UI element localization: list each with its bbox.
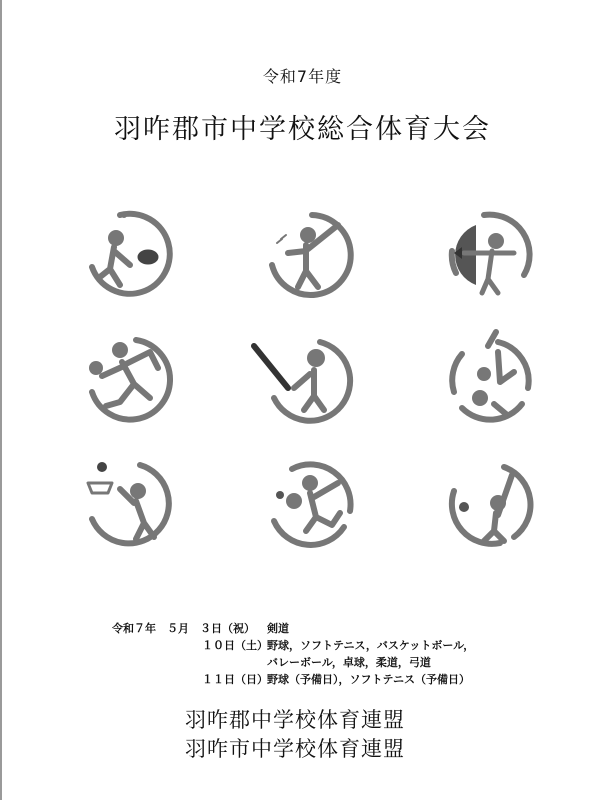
schedule [112, 620, 572, 688]
runner-icon [89, 340, 170, 420]
schedule-events: バレーボール，卓球，柔道，弓道 [267, 656, 431, 669]
volleyball-icon [274, 464, 351, 544]
sport-pictograms [0, 195, 605, 565]
basketball-icon [88, 462, 169, 543]
archery-icon [452, 215, 530, 293]
kendo-icon [254, 342, 350, 421]
schedule-row [112, 654, 572, 671]
schedule-date: 令和７年 ５月 ３日（祝） [112, 622, 255, 635]
schedule-date: １０日（土） [202, 639, 268, 652]
schedule-events: 剣道 [267, 622, 289, 635]
page-title: 羽咋郡市中学校総合体育大会 [114, 114, 491, 145]
schedule-row [112, 637, 572, 654]
table-tennis-icon [272, 215, 351, 295]
organizer-name: 羽咋市中学校体育連盟 [185, 737, 405, 761]
schedule-events: 野球，ソフトテニス，バスケットボール， [267, 639, 475, 652]
tennis-icon [92, 212, 170, 294]
schedule-row [112, 671, 572, 688]
baseball-icon [452, 467, 531, 544]
schedule-events: 野球（予備日），ソフトテニス（予備日） [267, 673, 471, 686]
schedule-row [112, 620, 572, 637]
era-year-label: 令和7年度 [262, 67, 343, 86]
organizer-name: 羽咋郡中学校体育連盟 [185, 708, 405, 732]
organizers [185, 706, 405, 764]
schedule-date: １１日（日） [202, 673, 268, 686]
judo-icon [452, 332, 528, 420]
